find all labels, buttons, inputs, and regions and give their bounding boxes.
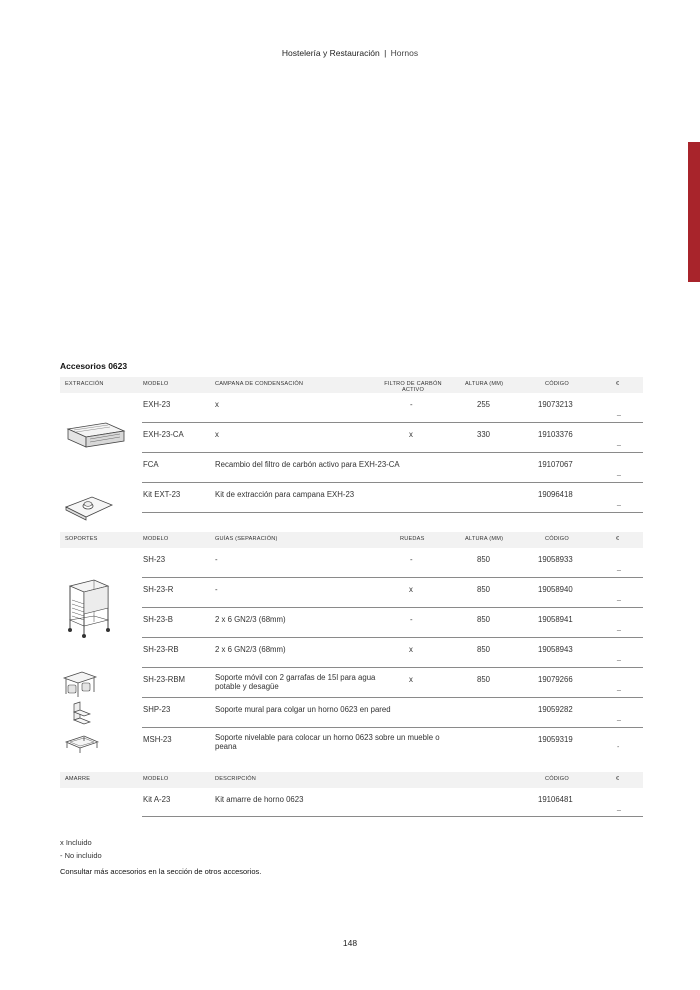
col-euro: €: [616, 776, 620, 782]
cell-price: _: [617, 564, 621, 571]
col-codigo: CÓDIGO: [545, 776, 569, 782]
cell-altura: 255: [477, 400, 491, 409]
col-amarre: AMARRE: [65, 776, 91, 782]
cell-price: _: [617, 804, 621, 811]
cell-altura: 850: [477, 615, 491, 624]
col-campana: CAMPANA DE CONDENSACIÓN: [215, 381, 304, 387]
table-row: [142, 548, 643, 578]
table-row: [142, 698, 643, 728]
cell-modelo: EXH-23: [143, 400, 171, 409]
col-soportes: SOPORTES: [65, 536, 98, 542]
col-descripcion: DESCRIPCIÓN: [215, 776, 257, 782]
amarre-header-row: [60, 772, 643, 788]
levelling-stand-image: [64, 732, 100, 756]
oven-stand-image: [64, 578, 112, 638]
cell-modelo: SH-23-B: [143, 615, 173, 624]
col-altura: ALTURA (MM): [465, 381, 504, 387]
col-codigo: CÓDIGO: [545, 536, 569, 542]
cell-codigo: 19107067: [538, 460, 573, 469]
cell-price: _: [617, 624, 621, 631]
cell-filtro: x: [409, 430, 413, 439]
cell-codigo: 19058943: [538, 645, 573, 654]
cell-codigo: 19079266: [538, 675, 573, 684]
extraction-hood-image: [62, 417, 128, 457]
cell-campana: Kit de extracción para campana EXH-23: [215, 490, 355, 499]
cell-codigo: 19073213: [538, 400, 573, 409]
col-ruedas: RUEDAS: [400, 536, 425, 542]
section-side-tab: [688, 142, 700, 282]
cell-modelo: SH-23: [143, 555, 166, 564]
section-title: Accesorios 0623: [60, 361, 128, 371]
cell-ruedas: -: [410, 615, 413, 624]
mobile-stand-image: [62, 670, 98, 698]
cell-price: _: [617, 594, 621, 601]
cell-guias: -: [215, 555, 218, 564]
col-filtro: FILTRO DE CARBÓN ACTIVO: [384, 381, 442, 393]
col-modelo: MODELO: [143, 536, 169, 542]
cell-campana: Recambio del filtro de carbón activo para EXH-23-CA: [215, 460, 400, 469]
cell-guias: Soporte móvil con 2 garrafas de 15l para agua potable y desagüe: [215, 673, 376, 691]
wall-bracket-image: [70, 700, 92, 726]
cell-modelo: MSH-23: [143, 735, 172, 744]
cell-guias: 2 x 6 GN2/3 (68mm): [215, 645, 286, 654]
cell-price: _: [617, 654, 621, 661]
col-euro: €: [616, 536, 620, 542]
table-row: [142, 393, 643, 423]
cell-altura: 330: [477, 430, 491, 439]
table-row: [142, 483, 643, 513]
cell-descripcion: Kit amarre de horno 0623: [215, 795, 304, 804]
table-row: [142, 608, 643, 638]
cell-guias: Soporte mural para colgar un horno 0623 en pared: [215, 705, 391, 714]
table-row: [142, 668, 643, 698]
page-header: [0, 48, 700, 58]
cell-price: _: [617, 684, 621, 691]
cell-price: _: [617, 409, 621, 416]
extraction-kit-image: [62, 489, 114, 523]
cell-price: -: [617, 744, 620, 751]
col-codigo: CÓDIGO: [545, 381, 569, 387]
table-row: [142, 578, 643, 608]
extraccion-header-row: [60, 377, 643, 393]
cell-modelo: EXH-23-CA: [143, 430, 184, 439]
col-modelo: MODELO: [143, 776, 169, 782]
cell-ruedas: x: [409, 675, 413, 684]
cell-ruedas: x: [409, 645, 413, 654]
more-accessories-note: Consultar más accesorios en la sección de otros accesorios.: [60, 867, 262, 876]
col-altura: ALTURA (MM): [465, 536, 504, 542]
table-row: [142, 453, 643, 483]
cell-ruedas: x: [409, 585, 413, 594]
cell-modelo: SH-23-RB: [143, 645, 179, 654]
table-row: [142, 788, 643, 817]
cell-codigo: 19103376: [538, 430, 573, 439]
cell-codigo: 19096418: [538, 490, 573, 499]
cell-altura: 850: [477, 585, 491, 594]
cell-ruedas: -: [410, 555, 413, 564]
legend-included: x Incluido: [60, 838, 92, 847]
legend-not-included: - No incluido: [60, 851, 102, 860]
cell-modelo: Kit A-23: [143, 795, 171, 804]
soportes-header-row: [60, 532, 643, 548]
cell-altura: 850: [477, 645, 491, 654]
cell-altura: 850: [477, 555, 491, 564]
col-modelo: MODELO: [143, 381, 169, 387]
header-separator: |: [384, 48, 387, 58]
table-row: [142, 423, 643, 453]
cell-codigo: 19058933: [538, 555, 573, 564]
cell-modelo: SH-23-R: [143, 585, 174, 594]
cell-modelo: Kit EXT-23: [143, 490, 181, 499]
cell-codigo: 19059319: [538, 735, 573, 744]
col-extraccion: EXTRACCIÓN: [65, 381, 104, 387]
cell-codigo: 19059282: [538, 705, 573, 714]
table-row: [142, 638, 643, 668]
cell-codigo: 19106481: [538, 795, 573, 804]
cell-price: _: [617, 469, 621, 476]
table-row: [142, 728, 643, 757]
cell-price: _: [617, 499, 621, 506]
cell-codigo: 19058940: [538, 585, 573, 594]
cell-filtro: -: [410, 400, 413, 409]
header-category: Hostelería y Restauración: [281, 48, 380, 58]
cell-price: _: [617, 714, 621, 721]
col-euro: €: [616, 381, 620, 387]
cell-guias: Soporte nivelable para colocar un horno 0623 sobre un mueble o peana: [215, 733, 440, 751]
cell-guias: -: [215, 585, 218, 594]
cell-price: _: [617, 439, 621, 446]
cell-altura: 850: [477, 675, 491, 684]
cell-modelo: FCA: [143, 460, 159, 469]
cell-campana: x: [215, 400, 219, 409]
cell-codigo: 19058941: [538, 615, 573, 624]
cell-guias: 2 x 6 GN2/3 (68mm): [215, 615, 286, 624]
cell-campana: x: [215, 430, 219, 439]
cell-modelo: SHP-23: [143, 705, 171, 714]
page-number: 148: [342, 938, 358, 948]
header-subcategory: Hornos: [390, 48, 419, 58]
col-guias: GUÍAS (SEPARACIÓN): [215, 536, 278, 542]
cell-modelo: SH-23-RBM: [143, 675, 186, 684]
